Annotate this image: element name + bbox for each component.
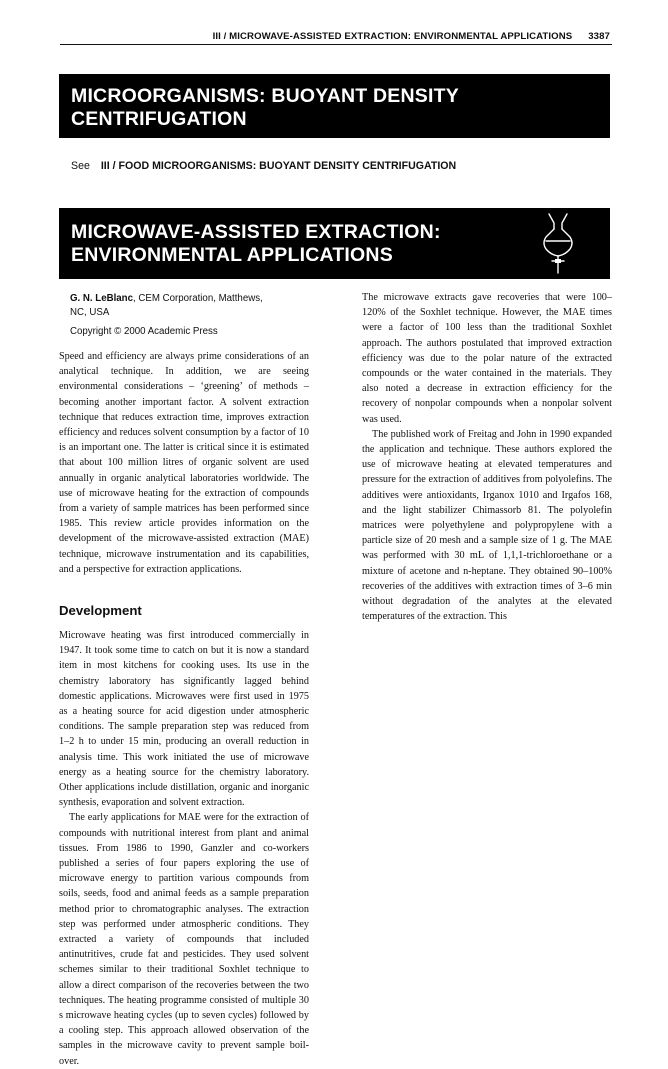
- copyright: Copyright © 2000 Academic Press: [70, 326, 218, 337]
- author-name: G. N. LeBlanc: [70, 293, 133, 304]
- author-affiliation: , CEM Corporation, Matthews,: [132, 293, 263, 304]
- intro-paragraph: Speed and efficiency are always prime considerations of an analytical technique. In addition, we are seeing environmental considerations – ‘greening’ of methods – becoming another important factor. A solvent extraction technique that reduces extraction time, improves extraction efficiency and reduces solvent consumption by a factor of 10 is an important one. The latter is critical since it is estimated that about 100 million litres of organic solvent are used annually in organic analytical laboratories worldwide. The use of microwave heating for the extraction of compounds from a variety of sample matrices has been performed since 1985. This review article provides information on the development of the microwave-assisted extraction (MAE) technique, microwave instrumentation and its capabilities, and a perspective for extraction applications.: [59, 351, 309, 575]
- header-rule: [60, 44, 612, 45]
- section-title-line-2: CENTRIFUGATION: [71, 108, 247, 130]
- intro-column: [59, 349, 309, 577]
- development-column-left: [59, 628, 309, 1069]
- author-line: [70, 292, 306, 306]
- running-head: [60, 31, 610, 42]
- development-column-right: [362, 290, 612, 624]
- article-title-line-1: MICROWAVE-ASSISTED EXTRACTION:: [71, 221, 441, 243]
- author-affiliation-line-2: NC, USA: [70, 307, 110, 318]
- development-paragraph-2: The early applications for MAE were for the extraction of compounds with nutritional interest from plant and animal tissues. From 1986 to 1990, Ganzler and co-workers published a series of four papers exploring the use of microwave energy to partition various compounds from soils, seeds, food and animal feeds as a sample preparation method prior to chromatographic analyses. The extraction step was performed under atmospheric conditions. They extracted a variety of compounds that included antinutritives, crude fat and pesticides. They used solvent schemes similar to their traditional Soxhlet technique to allow a direct comparison of the recoveries between the two techniques. The heating programme consisted of multiple 30 s microwave heating cycles (up to seven cycles) followed by a cooling step. This approach allowed observation of the samples in the microwave cavity to prevent sample boil-over.: [59, 812, 309, 1067]
- see-label: See: [71, 160, 90, 172]
- article-title-line-2: ENVIRONMENTAL APPLICATIONS: [71, 244, 393, 266]
- development-paragraph-4: The published work of Freitag and John in 1990 expanded the application and technique. These authors explored the use of microwave heating at elevated temperatures and pressure for the extraction of additives from polyolefins. The additives were antioxidants, Irganox 1010 and Irgafos 168, and the light stabilizer Chimassorb 81. The polyolefin matrices were polyethylene and polypropylene with a particle size of 20 mesh and a sample size of 1 g. The MAE was performed with 30 mL of 1,1,1-trichloroethane or a mixture of acetone and n-heptane. They obtained 90–100% recoveries of the additives with extraction times of 3–6 min without degradation of the analytes at the elevated temperatures of the extraction. This: [362, 428, 612, 623]
- page-number: 3387: [588, 31, 610, 42]
- cross-reference: [71, 160, 456, 172]
- section-title-line-1: MICROORGANISMS: BUOYANT DENSITY: [71, 85, 459, 107]
- development-heading: Development: [59, 603, 142, 618]
- separatory-funnel-icon: [536, 211, 580, 276]
- section-banner-microorganisms: [59, 74, 610, 138]
- development-paragraph-1: Microwave heating was first introduced commercially in 1947. It took some time to catch on but it is now a standard item in most kitchens for cooking uses. Its use in the chemistry laboratory has significantly lagged behind domestic applications. Microwaves were first used in 1975 as a heating source for acid digestion under atmospheric conditions. The sample preparation step was reduced from 1–2 h to under 15 min, producing an overall reduction in analysis time. This work initiated the use of microwave energy as a heating source for the chemistry laboratory. Other applications include distillation, organic and inorganic synthesis, evaporation and solvent extraction.: [59, 630, 309, 809]
- section-banner-mae: [59, 208, 610, 279]
- see-reference-link[interactable]: III / FOOD MICROORGANISMS: BUOYANT DENSITY CENTRIFUGATION: [100, 160, 457, 172]
- development-paragraph-3: The microwave extracts gave recoveries that were 100–120% of the Soxhlet technique. However, the MAE times were a factor of 100 less than the traditional Soxhlet approach. The authors postulated that improved extraction efficiency was due to the polar nature of the extracted compounds or the water contained in the materials. They also noted a decrease in extraction efficiency for the recovery of nonpolar compounds when a nonpolar solvent was used.: [362, 292, 612, 425]
- running-head-title: III / MICROWAVE-ASSISTED EXTRACTION: ENVIRONMENTAL APPLICATIONS: [212, 31, 573, 42]
